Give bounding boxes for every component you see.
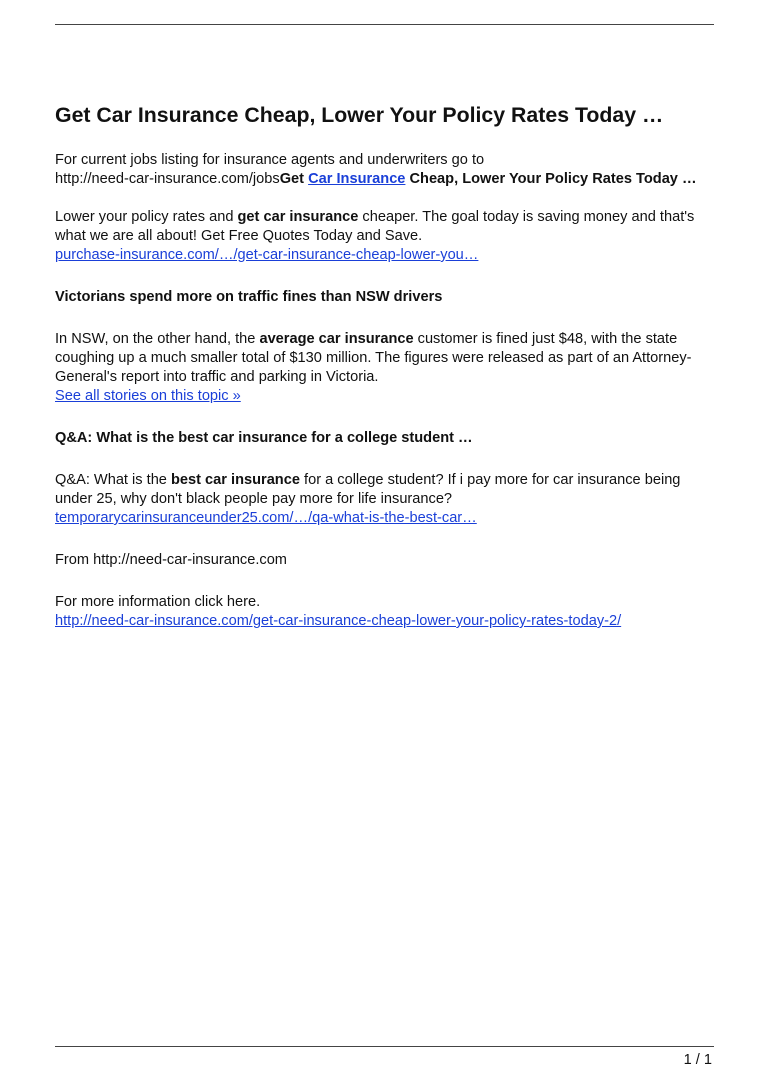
temporary-car-insurance-link[interactable]: temporarycarinsuranceunder25.com/…/qa-what-is-the-best-car…: [55, 510, 477, 526]
section1-paragraph: [55, 208, 715, 265]
page-number: 1 / 1: [683, 1052, 712, 1068]
purchase-insurance-link[interactable]: purchase-insurance.com/…/get-car-insurance-cheap-lower-you…: [55, 247, 479, 263]
section3-heading: Q&A: What is the best car insurance for a college student …: [55, 430, 473, 446]
page-title: Get Car Insurance Cheap, Lower Your Policy Rates Today …: [55, 103, 664, 127]
intro-text: For current jobs listing for insurance agents and underwriters go to: [55, 152, 485, 168]
section2-heading: Victorians spend more on traffic fines than NSW drivers: [55, 289, 443, 305]
car-insurance-link[interactable]: Car Insurance: [308, 171, 406, 187]
intro-url-text: http://need-car-insurance.com/jobs: [55, 171, 280, 187]
more-info-text: For more information click here.: [55, 594, 261, 610]
document-body: [55, 101, 715, 650]
section3-paragraph: [55, 471, 715, 528]
section1-text-pre: Lower your policy rates and: [55, 209, 238, 225]
top-rule: [55, 24, 714, 25]
section1-text-post: cheaper. The goal today is saving money and that's what we are all about! Get Free Quotes Today and Save.: [55, 209, 695, 244]
see-all-stories-link[interactable]: See all stories on this topic »: [55, 388, 241, 404]
section2-bold: average car insurance: [259, 331, 414, 347]
intro-paragraph: [55, 151, 715, 189]
from-text: From http://need-car-insurance.com: [55, 552, 287, 568]
section3-text-pre: Q&A: What is the: [55, 472, 171, 488]
section3-text-post: for a college student? If i pay more for car insurance being under 25, why don't black people pay more for life insurance?: [55, 472, 681, 507]
section1-bold: get car insurance: [237, 209, 359, 225]
section2-text-post: customer is fined just $48, with the state coughing up a much smaller total of $130 million. The figures were released as part of an Attorney-General's report into traffic and parking in Victoria.: [55, 331, 692, 385]
section2-text-pre: In NSW, on the other hand, the: [55, 331, 260, 347]
intro-bold-get: Get: [279, 171, 309, 187]
intro-bold-rest: Cheap, Lower Your Policy Rates Today …: [405, 171, 697, 187]
more-info-paragraph: [55, 593, 715, 631]
section2-paragraph: [55, 330, 715, 406]
section3-bold: best car insurance: [170, 472, 300, 488]
more-info-link[interactable]: http://need-car-insurance.com/get-car-insurance-cheap-lower-your-policy-rates-today-2/: [55, 613, 622, 629]
bottom-rule: [55, 1046, 714, 1047]
